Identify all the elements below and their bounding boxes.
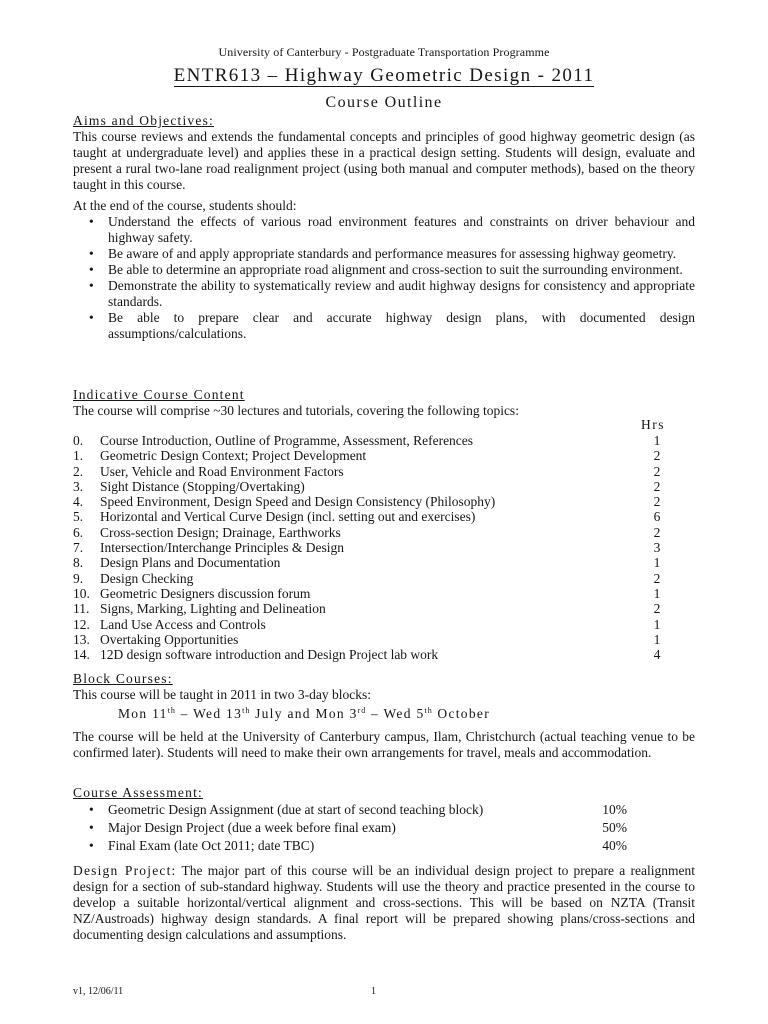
page-number: 1: [371, 986, 376, 997]
hours-column-header: Hrs: [641, 417, 665, 432]
table-row: [73, 540, 673, 555]
content-section: [73, 387, 695, 419]
topic-number: 14.: [73, 647, 90, 663]
topic-number: 12.: [73, 616, 90, 632]
topic-number: 2.: [73, 463, 84, 479]
table-row: [73, 586, 673, 601]
topic-text: Horizontal and Vertical Curve Design (incl. setting out and exercises): [100, 509, 476, 525]
date-text: – Wed 13: [175, 706, 243, 721]
block-dates: [118, 706, 490, 722]
table-row: [73, 632, 673, 647]
list-item: [73, 819, 695, 837]
document-title: [0, 65, 768, 87]
topics-table: [73, 433, 673, 662]
topic-number: 1.: [73, 448, 84, 464]
blocks-venue: The course will be held at the University of Canterbury campus, Ilam, Christchurch (actual teaching venue to be confirmed later). Students will need to make their own arrangements for travel, meals and accommodation.: [73, 729, 695, 760]
assessment-item-text: Geometric Design Assignment (due at start of second teaching block): [108, 802, 484, 817]
assessment-list: [73, 801, 695, 855]
design-project-label: Design Project:: [73, 863, 177, 878]
design-project-text: The major part of this course will be an individual design project to prepare a realignment design for a section of sub-standard highway. Students will use the theory and practice presented in the course to develop a suitable horizontal/vertical alignment and cross-sections. This will be based on NZTA (Transit NZ/Austroads) highway design standards. A final report will be prepared showing plans/cross-sections and documenting design calculations and assumptions.: [73, 863, 695, 942]
topic-text: Geometric Design Context; Project Development: [100, 448, 367, 464]
blocks-section: [73, 671, 695, 703]
topic-hours: 1: [653, 433, 661, 448]
page-header: University of Canterbury - Postgraduate Transportation Programme: [218, 45, 550, 59]
table-row: [73, 448, 673, 463]
table-row: [73, 617, 673, 632]
document-subtitle: Course Outline: [325, 94, 443, 111]
list-item: • Be aware of and apply appropriate standards and performance measures for assessing highway geometry.: [73, 246, 695, 262]
table-row: [73, 525, 673, 540]
topic-number: 0.: [73, 433, 84, 448]
aims-lead: At the end of the course, students should:: [73, 198, 297, 213]
topic-hours: 2: [653, 570, 661, 586]
topic-hours: 1: [653, 555, 661, 571]
topic-number: 4.: [73, 494, 84, 510]
topic-text: Geometric Designers discussion forum: [100, 585, 311, 601]
topic-text: User, Vehicle and Road Environment Factors: [100, 463, 344, 479]
topic-number: 9.: [73, 570, 84, 586]
topic-hours: 2: [653, 494, 661, 510]
assessment-item-text: Final Exam (late Oct 2011; date TBC): [108, 838, 315, 853]
date-text: July and Mon 3: [250, 706, 358, 721]
blocks-intro: This course will be taught in 2011 in two 3-day blocks:: [73, 687, 371, 702]
topic-text: Course Introduction, Outline of Programme, Assessment, References: [100, 433, 474, 448]
date-suffix: th: [424, 706, 433, 715]
topic-text: Speed Environment, Design Speed and Design Consistency (Philosophy): [100, 494, 496, 510]
date-text: October: [432, 706, 490, 721]
date-text: Mon 11: [118, 706, 168, 721]
table-row: [73, 479, 673, 494]
date-text: – Wed 5: [366, 706, 425, 721]
date-suffix: rd: [357, 706, 367, 715]
assessment-heading: Course Assessment:: [73, 785, 203, 800]
table-row: [73, 647, 673, 662]
table-row: [73, 601, 673, 616]
list-item: • Be able to prepare clear and accurate highway design plans, with documented design assumptions/calculations.: [73, 310, 695, 342]
topic-text: Sight Distance (Stopping/Overtaking): [100, 478, 305, 494]
topic-hours: 2: [653, 463, 661, 479]
date-suffix: th: [167, 706, 176, 715]
topic-hours: 1: [653, 616, 661, 632]
table-row: [73, 571, 673, 586]
topic-text: Signs, Marking, Lighting and Delineation: [100, 601, 326, 617]
list-item: • Understand the effects of various road environment features and constraints on driver behaviour and highway safety.: [73, 214, 695, 246]
content-intro: The course will comprise ~30 lectures and tutorials, covering the following topics:: [73, 403, 519, 418]
topic-number: 11.: [73, 601, 90, 617]
topic-hours: 6: [653, 509, 661, 525]
topic-text: Design Plans and Documentation: [100, 555, 281, 571]
table-row: [73, 555, 673, 570]
list-item: [73, 801, 695, 819]
topic-hours: 2: [653, 524, 661, 540]
topic-number: 6.: [73, 524, 84, 540]
topic-hours: 1: [653, 631, 661, 647]
topic-hours: 2: [653, 601, 661, 617]
topic-hours: 1: [653, 585, 661, 601]
aims-heading: Aims and Objectives:: [73, 113, 214, 128]
assessment-section: [73, 785, 695, 855]
aims-intro: This course reviews and extends the fundamental concepts and principles of good highway geometric design (as taught at undergraduate level) and applies these in a practical design setting. Students will design, evaluate and present a rural two-lane road realignment project (using both manual and computer methods), based on the theory taught in this course.: [73, 129, 695, 192]
topic-number: 13.: [73, 631, 90, 647]
topic-text: Design Checking: [100, 570, 194, 586]
topic-number: 5.: [73, 509, 84, 525]
content-heading: Indicative Course Content: [73, 387, 245, 402]
topic-number: 10.: [73, 585, 90, 601]
topic-text: Overtaking Opportunities: [100, 631, 239, 647]
table-row: [73, 509, 673, 524]
topic-number: 3.: [73, 478, 84, 494]
assessment-item-percent: 50%: [602, 820, 627, 835]
table-row: [73, 464, 673, 479]
topic-hours: 2: [653, 478, 661, 494]
table-row: [73, 433, 673, 448]
topic-hours: 4: [653, 647, 661, 663]
list-item: [73, 837, 695, 855]
date-suffix: th: [242, 706, 251, 715]
blocks-heading: Block Courses:: [73, 671, 173, 686]
assessment-item-percent: 40%: [602, 838, 627, 853]
table-row: [73, 494, 673, 509]
aims-bullet-list: [73, 214, 695, 342]
topic-hours: 2: [653, 448, 661, 464]
assessment-item-percent: 10%: [602, 802, 627, 817]
topic-text: Cross-section Design; Drainage, Earthworks: [100, 524, 341, 540]
design-project-paragraph: [73, 863, 695, 943]
list-item: • Demonstrate the ability to systematically review and audit highway designs for consistency and appropriate standards.: [73, 278, 695, 310]
aims-section: [73, 113, 695, 342]
topic-text: 12D design software introduction and Design Project lab work: [100, 647, 439, 663]
topic-text: Land Use Access and Controls: [100, 616, 266, 632]
document-title-text: ENTR613 – Highway Geometric Design - 2011: [173, 65, 595, 86]
assessment-item-text: Major Design Project (due a week before final exam): [108, 820, 396, 835]
topic-number: 8.: [73, 555, 84, 571]
version-footer: v1, 12/06/11: [73, 986, 124, 997]
topic-hours: 3: [653, 540, 661, 556]
list-item: • Be able to determine an appropriate road alignment and cross-section to suit the surrounding environment.: [73, 262, 695, 278]
topic-text: Intersection/Interchange Principles & Design: [100, 540, 345, 556]
topic-number: 7.: [73, 540, 84, 556]
